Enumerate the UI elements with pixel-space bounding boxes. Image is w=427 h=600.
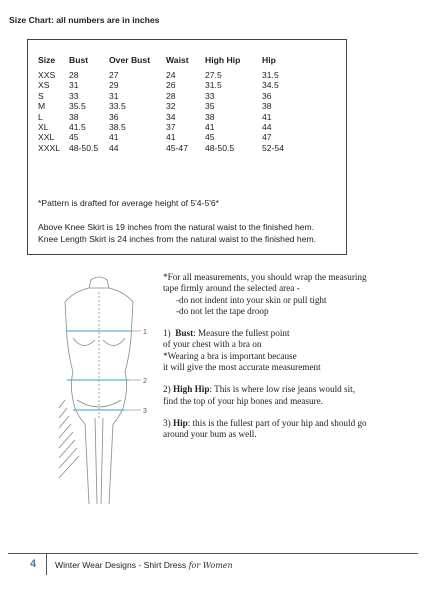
intro-line: -do not indent into your skin or pull tight — [176, 294, 327, 305]
figure-label-1: 1 — [143, 329, 147, 336]
table-cell: 36 — [262, 90, 272, 101]
table-cell: 31.5 — [205, 80, 222, 91]
footer-title — [55, 560, 233, 570]
high-hip-heading — [163, 384, 413, 395]
bust-text: : Measure the fullest point — [193, 328, 290, 339]
bust-line: of your chest with a bra on — [163, 339, 262, 350]
high-hip-text: : This is where low rise jeans would sit, — [209, 384, 356, 395]
table-cell: M — [38, 101, 46, 112]
table-row — [38, 70, 302, 80]
table-cell: 38.5 — [109, 122, 126, 133]
figure-label-2: 2 — [143, 378, 147, 385]
table-cell: 35 — [205, 101, 215, 112]
column-header: Waist — [166, 55, 189, 65]
table-body — [38, 70, 302, 153]
table-cell: 27 — [109, 70, 119, 80]
column-header: Size — [38, 55, 56, 65]
table-cell: 34 — [166, 111, 176, 122]
table-header-row — [38, 54, 302, 70]
height-note: *Pattern is drafted for average height of 5'4-5'6* — [38, 198, 219, 208]
table-cell: XL — [38, 122, 49, 133]
figure-label-3: 3 — [143, 408, 147, 415]
table-cell: 24 — [166, 70, 176, 80]
measurement-instructions — [163, 272, 413, 441]
table-cell: 45-47 — [166, 142, 188, 153]
footer-script-text: for Women — [188, 561, 233, 570]
table-cell: 37 — [166, 122, 176, 133]
table-cell: 32 — [166, 101, 176, 112]
table-cell: 48-50.5 — [69, 142, 99, 153]
table-cell: S — [38, 90, 44, 101]
dress-form-drawing — [55, 268, 155, 508]
bust-line: *Wearing a bra is important because — [163, 350, 297, 361]
table-row — [38, 132, 302, 142]
table-cell: 33 — [69, 90, 79, 101]
table-cell: 38 — [205, 111, 215, 122]
footer-divider — [8, 553, 418, 554]
table-cell: 52-54 — [262, 142, 284, 153]
table-row — [38, 91, 302, 101]
column-header: Bust — [69, 55, 89, 65]
table-cell: 34.5 — [262, 80, 279, 91]
size-chart-box — [27, 39, 347, 255]
table-row — [38, 143, 302, 153]
table-cell: 31 — [69, 80, 79, 91]
table-row — [38, 122, 302, 132]
table-cell: 31.5 — [262, 70, 279, 80]
table-cell: 31 — [109, 90, 119, 101]
table-cell: 38 — [69, 111, 79, 122]
table-cell: 41 — [262, 111, 272, 122]
column-header: High Hip — [205, 55, 241, 65]
table-cell: 44 — [109, 142, 119, 153]
table-cell: L — [38, 111, 43, 122]
page-number: 4 — [30, 558, 37, 570]
table-cell: 28 — [166, 90, 176, 101]
bust-line: it will give the most accurate measurement — [163, 362, 321, 373]
table-cell: 45 — [205, 132, 215, 143]
table-cell: 41 — [166, 132, 176, 143]
knee-length-note: Knee Length Skirt is 24 inches from the natural waist to the finished hem. — [38, 234, 317, 244]
intro-line: tape firmly around the selected area - — [163, 283, 300, 294]
bust-heading — [163, 328, 413, 339]
hip-title: Hip — [172, 417, 188, 428]
table-cell: 48-50.5 — [205, 142, 235, 153]
hip-text: : this is the fullest part of your hip and should go — [187, 417, 367, 428]
bust-title: Bust — [175, 328, 194, 339]
high-hip-title: High Hip — [172, 384, 210, 395]
table-cell: 41 — [205, 122, 215, 133]
page-heading: Size Chart: all numbers are in inches — [9, 15, 160, 25]
table-row — [38, 112, 302, 122]
column-header: Over Bust — [109, 55, 151, 65]
table-cell: 44 — [262, 122, 272, 133]
bust-number: 1) — [163, 328, 171, 339]
table-cell: 47 — [262, 132, 272, 143]
high-hip-line: find the top of your hip bones and measure. — [163, 395, 323, 406]
hip-line: around your bum as well. — [163, 429, 257, 440]
table-cell: 27.5 — [205, 70, 222, 80]
hip-number: 3) — [163, 417, 171, 428]
table-cell: 41.5 — [69, 122, 86, 133]
intro-line: *For all measurements, you should wrap the measuring — [163, 272, 367, 282]
table-cell: 29 — [109, 80, 119, 91]
table-cell: XS — [38, 80, 50, 91]
above-knee-note: Above Knee Skirt is 19 inches from the natural waist to the finished hem. — [38, 222, 315, 232]
table-cell: XXXL — [38, 142, 60, 153]
table-cell: 35.5 — [69, 101, 86, 112]
hip-heading — [163, 418, 413, 429]
table-cell: XXL — [38, 132, 55, 143]
intro-line: -do not let the tape droop — [176, 305, 269, 316]
table-cell: 45 — [69, 132, 79, 143]
column-header: Hip — [262, 55, 276, 65]
table-cell: 28 — [69, 70, 79, 80]
footer-divider-vertical — [46, 553, 47, 575]
table-row — [38, 80, 302, 90]
size-table — [38, 54, 302, 153]
high-hip-number: 2) — [163, 384, 171, 395]
table-cell: 36 — [109, 111, 119, 122]
table-cell: 41 — [109, 132, 119, 143]
footer-title-text: Winter Wear Designs - Shirt Dress — [55, 560, 187, 570]
table-cell: 26 — [166, 80, 176, 91]
table-cell: XXS — [38, 70, 56, 80]
table-cell: 38 — [262, 101, 272, 112]
table-cell: 33 — [205, 90, 215, 101]
body-measurement-figure — [55, 268, 155, 508]
table-row — [38, 101, 302, 111]
table-cell: 33.5 — [109, 101, 126, 112]
